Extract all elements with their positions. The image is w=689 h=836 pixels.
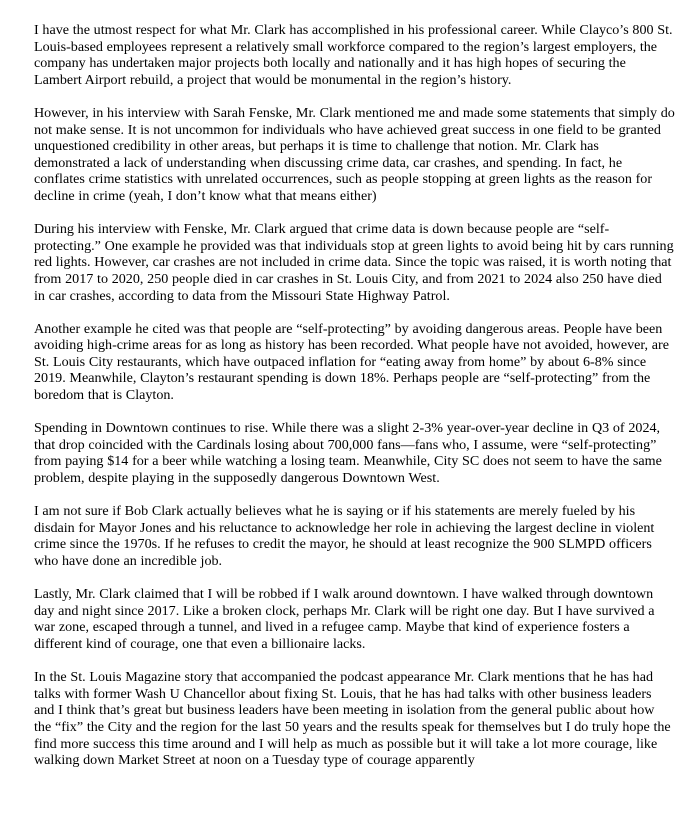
paragraph-fenske-interview: However, in his interview with Sarah Fenske, Mr. Clark mentioned me and made some statements that simply do not make sense. It is not uncommon for individuals who have achieved great success in one field to be granted unquestioned credibility in other areas, but perhaps it is time to challenge that notion. Mr. Clark has demonstrated a lack of understanding when discussing crime data, car crashes, and spending. In fact, he conflates crime statistics with unrelated occurrences, such as people stopping at green lights as the reason for decline in crime (yeah, I don’t know what that means either): [34, 104, 675, 204]
paragraph-downtown-spending: Spending in Downtown continues to rise. While there was a slight 2-3% year-over-year decline in Q3 of 2024, that drop coincided with the Cardinals losing about 700,000 fans—fans who, I assume, were “self-protecting” from paying $14 for a beer while watching a losing team. Meanwhile, City SC does not seem to have the same problem, despite playing in the supposedly dangerous Downtown West.: [34, 420, 662, 487]
paragraph-mayor-jones: I am not sure if Bob Clark actually believes what he is saying or if his statements are merely fueled by his disdain for Mayor Jones and his reluctance to acknowledge her role in achieving the largest decline in violent crime since the 1970s. If he refuses to credit the mayor, he should at least recognize the 900 SLMPD officers who have done an incredible job.: [34, 503, 655, 569]
paragraph-intro-respect: I have the utmost respect for what Mr. Clark has accomplished in his professional career. While Clayco’s 800 St. Louis-based employees represent a relatively small workforce compared to the region’s largest employers, the company has undertaken major projects both locally and nationally and it has high hopes of securing the Lambert Airport rebuild, a project that would be monumental in the region’s history.: [34, 22, 673, 88]
paragraph-walking-downtown: Lastly, Mr. Clark claimed that I will be robbed if I walk around downtown. I have walked through downtown day and night since 2017. Like a broken clock, perhaps Mr. Clark will be right one day. But I have survived a war zone, escaped through a tunnel, and lived in a refugee camp. Maybe that kind of experience fosters a different kind of courage, one that even a billionaire lacks.: [34, 586, 655, 652]
paragraph-restaurant-spending: Another example he cited was that people are “self-protecting” by avoiding dangerous areas. People have been avoiding high-crime areas for as long as history has been recorded. What people have not avoided, however, are St. Louis City restaurants, which have outpaced inflation for “eating away from home” by about 6-8% since 2019. Meanwhile, Clayton’s restaurant spending is down 18%. Perhaps people are “self-protecting” from the boredom that is Clayton.: [34, 320, 669, 404]
paragraph-self-protecting-car-crashes: During his interview with Fenske, Mr. Clark argued that crime data is down because people are “self-protecting.” One example he provided was that individuals stop at green lights to avoid being hit by cars running red lights. However, car crashes are not included in crime data. Since the topic was raised, it is worth noting that from 2017 to 2020, 250 people died in car crashes in St. Louis City, and from 2021 to 2024 also 250 have died in car crashes, according to data from the Missouri State Highway Patrol.: [34, 221, 674, 304]
paragraph-business-leaders: In the St. Louis Magazine story that accompanied the podcast appearance Mr. Clark mentions that he has had talks with former Wash U Chancellor about fixing St. Louis, that he has had talks with other business leaders and I think that’s great but business leaders have been meeting in isolation from the general public about how the “fix” the City and the region for the last 50 years and the results speak for themselves but I do truly hope the find more success this time around and I will help as much as possible but it will take a lot more courage, like walking down Market Street at noon on a Tuesday type of courage apparently: [34, 669, 671, 769]
